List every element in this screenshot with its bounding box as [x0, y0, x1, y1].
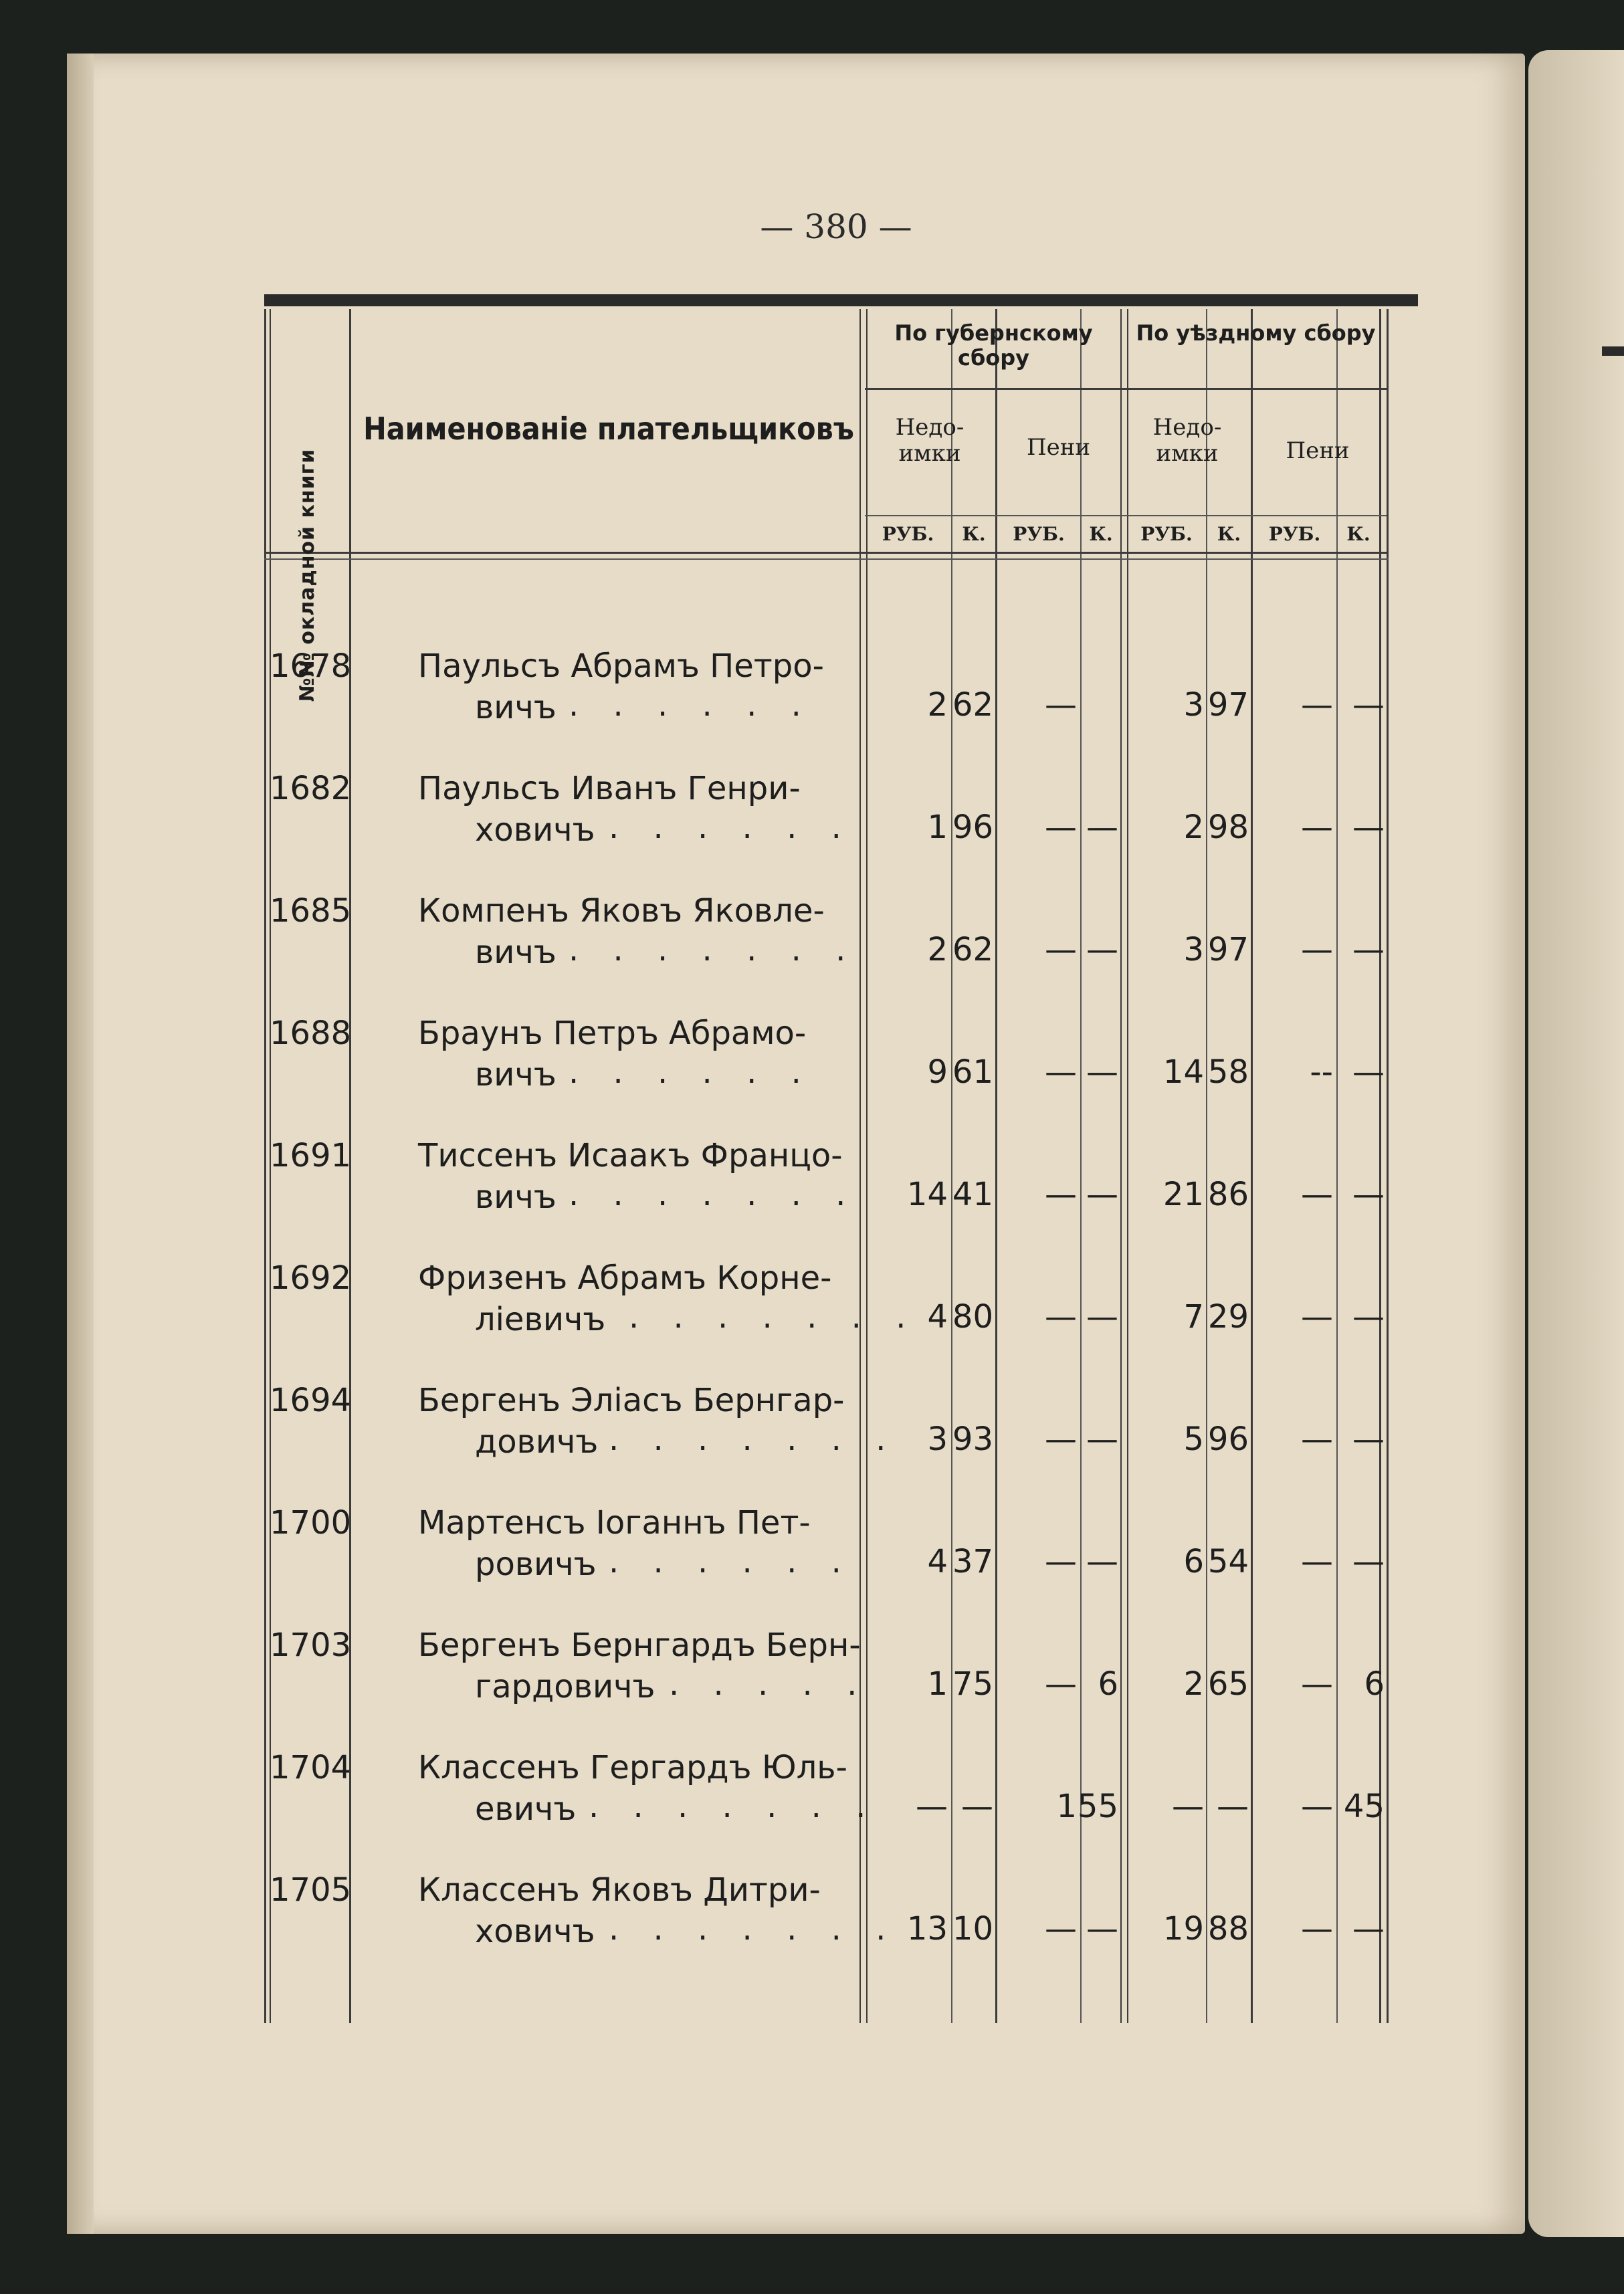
payer-name-line2: ровичъ [475, 1546, 597, 1583]
uezd-nedoimki-rub: 5 [1183, 1421, 1204, 1458]
book-number: 1694 [270, 1382, 352, 1419]
payer-name-line1: Бергенъ Эліасъ Бернгар- [418, 1382, 845, 1419]
payer-name-line2: вичъ [475, 1056, 556, 1093]
uezd-nedoimki-rub: 14 [1162, 1053, 1204, 1091]
leader-dots: . . . . . . . [569, 1176, 858, 1213]
uezd-nedoimki-kop: 58 [1207, 1053, 1249, 1091]
gub-peni-rub: — [1045, 1665, 1077, 1703]
book-number: 1688 [270, 1015, 352, 1052]
payer-name-line1: Классенъ Гергардъ Юль- [418, 1749, 847, 1786]
gub-peni-rub: — [1045, 686, 1077, 724]
page-number: — 380 — [760, 207, 912, 246]
uezd-nedoimki-kop: 65 [1207, 1665, 1249, 1703]
gub-peni-rub: — [1045, 1421, 1077, 1458]
table-row [264, 1376, 1418, 1499]
gub-peni-kop: — [1086, 931, 1118, 968]
uezd-peni-rub: — [1301, 1910, 1333, 1948]
table-row [264, 887, 1418, 1010]
gub-nedoimki-rub: 2 [927, 931, 948, 968]
payer-name-line2: гардовичъ [475, 1668, 655, 1705]
leader-dots: . . . . . . [609, 809, 853, 846]
leader-dots: . . . . . . . [609, 1421, 898, 1458]
leader-dots: . . . . . . . [609, 1910, 898, 1948]
uezd-nedoimki-rub: — [1172, 1788, 1204, 1825]
payer-name-line2: ховичъ [475, 811, 595, 849]
gub-nedoimki-rub: 3 [927, 1421, 948, 1458]
facing-page-edge [1528, 50, 1624, 2237]
gub-nedoimki-kop: 96 [952, 809, 993, 846]
uezd-peni-kop: — [1352, 1910, 1385, 1948]
header-uezd-nedoimki: Недо- имки [1152, 414, 1222, 467]
uezd-peni-kop: — [1352, 809, 1385, 846]
table-row [264, 1132, 1418, 1255]
gub-nedoimki-rub: 2 [927, 686, 948, 724]
gub-nedoimki-kop: 62 [952, 686, 993, 724]
payers-table [264, 294, 1418, 2023]
book-number: 1678 [270, 647, 352, 685]
uezd-nedoimki-rub: 6 [1183, 1543, 1204, 1580]
leader-dots: . . . . . . . [629, 1298, 918, 1336]
gub-peni-kop: — [1086, 1053, 1118, 1091]
gub-nedoimki-rub: 4 [927, 1543, 948, 1580]
book-number: 1703 [270, 1627, 352, 1664]
gub-nedoimki-kop: 80 [952, 1298, 993, 1336]
gub-peni-rub: — [1045, 1543, 1077, 1580]
gub-nedoimki-rub: — [916, 1788, 948, 1825]
leader-dots: . . . . . . . [569, 931, 858, 968]
uezd-peni-kop: 6 [1364, 1665, 1385, 1703]
gub-nedoimki-kop: 61 [952, 1053, 993, 1091]
table-row [264, 1621, 1418, 1744]
payer-name-line1: Паульсъ Абрамъ Петро- [418, 647, 824, 685]
leader-dots: . . . . . [669, 1665, 870, 1703]
payer-name-line1: Тиссенъ Исаакъ Францо- [418, 1137, 843, 1174]
header-uezd-peni: Пени [1286, 437, 1350, 464]
payer-name-line2: ліевичъ [475, 1301, 606, 1338]
gub-nedoimki-kop: 41 [952, 1176, 993, 1213]
gub-peni-rub: — [1045, 931, 1077, 968]
uezd-peni-rub: — [1301, 931, 1333, 968]
gub-nedoimki-rub: 1 [927, 1665, 948, 1703]
uezd-nedoimki-kop: 29 [1207, 1298, 1249, 1336]
uezd-nedoimki-rub: 3 [1183, 686, 1204, 724]
header-payer-name: Наименованіе плательщиковъ [363, 411, 854, 447]
payer-name-line2: евичъ [475, 1790, 577, 1828]
book-number: 1691 [270, 1137, 352, 1174]
payer-name-line2: вичъ [475, 689, 556, 726]
uezd-peni-rub: — [1301, 1543, 1333, 1580]
payer-name-line1: Бергенъ Бернгардъ Берн- [418, 1627, 861, 1664]
gub-peni-kop: — [1086, 1176, 1118, 1213]
table-row [264, 1866, 1418, 1989]
page-edge [67, 54, 94, 2234]
payer-name-line2: вичъ [475, 1178, 556, 1216]
gub-peni-kop: — [1086, 1543, 1118, 1580]
uezd-peni-rub: -- [1310, 1053, 1333, 1091]
book-number: 1692 [270, 1259, 352, 1297]
gub-peni-rub: — [1045, 1053, 1077, 1091]
header-unit-kop: К. [1217, 523, 1241, 545]
gub-peni-rub: — [1045, 809, 1077, 846]
payer-name-line2: ховичъ [475, 1913, 595, 1950]
payer-name-line1: Классенъ Яковъ Дитри- [418, 1871, 821, 1909]
payer-name-line1: Паульсъ Иванъ Генри- [418, 770, 801, 807]
header-uezd-group: По уѣздному сбору [1136, 320, 1376, 346]
uezd-nedoimki-kop: 97 [1207, 931, 1249, 968]
gub-nedoimki-kop: 37 [952, 1543, 993, 1580]
header-unit-kop: К. [962, 523, 986, 545]
uezd-nedoimki-kop: 97 [1207, 686, 1249, 724]
uezd-peni-rub: — [1301, 686, 1333, 724]
gub-nedoimki-kop: 10 [952, 1910, 993, 1948]
header-rule [865, 515, 1387, 516]
gub-nedoimki-kop: 75 [952, 1665, 993, 1703]
uezd-peni-kop: — [1352, 1053, 1385, 1091]
uezd-nedoimki-rub: 19 [1162, 1910, 1204, 1948]
gub-peni-kop: — [1086, 1298, 1118, 1336]
header-book-number: №№ окладной книги [295, 448, 319, 702]
payer-name-line1: Мартенсъ Іоганнъ Пет- [418, 1504, 811, 1542]
header-bottom-rule [264, 558, 1389, 560]
table-row [264, 1744, 1418, 1867]
header-gub-nedoimki: Недо- имки [895, 414, 965, 467]
gub-peni-rub: — [1045, 1298, 1077, 1336]
gub-peni-rub: 1 [1056, 1788, 1077, 1825]
header-unit-kop: К. [1346, 523, 1371, 545]
gub-peni-rub: — [1045, 1176, 1077, 1213]
book-number: 1700 [270, 1504, 352, 1542]
table-row [264, 1254, 1418, 1377]
header-gub-peni: Пени [1026, 434, 1091, 461]
uezd-peni-kop: — [1352, 1543, 1385, 1580]
uezd-peni-rub: — [1301, 809, 1333, 846]
header-unit-rub: РУБ. [1140, 523, 1193, 545]
leader-dots: . . . . . . [569, 686, 813, 724]
payer-name-line2: вичъ [475, 934, 556, 971]
gub-nedoimki-kop: 62 [952, 931, 993, 968]
uezd-nedoimki-rub: 2 [1183, 1665, 1204, 1703]
uezd-peni-kop: — [1352, 686, 1385, 724]
uezd-peni-rub: — [1301, 1665, 1333, 1703]
uezd-peni-kop: — [1352, 1298, 1385, 1336]
uezd-peni-kop: — [1352, 931, 1385, 968]
table-row [264, 764, 1418, 888]
uezd-peni-rub: — [1301, 1298, 1333, 1336]
header-unit-kop: К. [1089, 523, 1113, 545]
gub-nedoimki-rub: 9 [927, 1053, 948, 1091]
uezd-nedoimki-kop: 54 [1207, 1543, 1249, 1580]
leader-dots: . . . . . . . [589, 1788, 878, 1825]
uezd-nedoimki-rub: 21 [1162, 1176, 1204, 1213]
uezd-nedoimki-rub: 7 [1183, 1298, 1204, 1336]
header-gub-group: По губернскому сбору [894, 320, 1093, 371]
gub-peni-kop: 55 [1077, 1788, 1118, 1825]
uezd-peni-rub: — [1301, 1788, 1333, 1825]
gub-peni-kop: — [1086, 1421, 1118, 1458]
uezd-nedoimki-kop: 88 [1207, 1910, 1249, 1948]
uezd-peni-kop: — [1352, 1176, 1385, 1213]
gub-nedoimki-rub: 13 [906, 1910, 948, 1948]
gub-peni-kop: — [1086, 1910, 1118, 1948]
gub-nedoimki-rub: 14 [906, 1176, 948, 1213]
header-unit-rub: РУБ. [1013, 523, 1065, 545]
uezd-nedoimki-rub: 2 [1183, 809, 1204, 846]
gub-nedoimki-rub: 4 [927, 1298, 948, 1336]
leader-dots: . . . . . . [569, 1053, 813, 1091]
book-number: 1704 [270, 1749, 352, 1786]
gub-peni-kop: 6 [1098, 1665, 1118, 1703]
book-number: 1682 [270, 770, 352, 807]
payer-name-line1: Компенъ Яковъ Яковле- [418, 892, 825, 930]
table-row [264, 1009, 1418, 1132]
header-unit-rub: РУБ. [1268, 523, 1321, 545]
book-number: 1705 [270, 1871, 352, 1909]
gub-peni-kop: — [1086, 809, 1118, 846]
facing-page-rule [1602, 346, 1624, 356]
uezd-nedoimki-rub: 3 [1183, 931, 1204, 968]
uezd-nedoimki-kop: 96 [1207, 1421, 1249, 1458]
table-row [264, 1499, 1418, 1622]
payer-name-line1: Браунъ Петръ Абрамо- [418, 1015, 807, 1052]
payer-name-line1: Фризенъ Абрамъ Корне- [418, 1259, 832, 1297]
leader-dots: . . . . . . [609, 1543, 853, 1580]
gub-peni-rub: — [1045, 1910, 1077, 1948]
table-top-rule [264, 294, 1418, 306]
table-row [264, 642, 1418, 765]
book-number: 1685 [270, 892, 352, 930]
gub-nedoimki-kop: 93 [952, 1421, 993, 1458]
header-rule [865, 388, 1387, 390]
payer-name-line2: довичъ [475, 1423, 599, 1461]
header-bottom-rule [264, 552, 1389, 554]
gub-nedoimki-kop: — [961, 1788, 993, 1825]
uezd-peni-rub: — [1301, 1421, 1333, 1458]
header-unit-rub: РУБ. [882, 523, 934, 545]
uezd-peni-kop: 45 [1343, 1788, 1385, 1825]
uezd-nedoimki-kop: 86 [1207, 1176, 1249, 1213]
gub-nedoimki-rub: 1 [927, 809, 948, 846]
uezd-peni-rub: — [1301, 1176, 1333, 1213]
uezd-nedoimki-kop: 98 [1207, 809, 1249, 846]
uezd-peni-kop: — [1352, 1421, 1385, 1458]
uezd-nedoimki-kop: — [1217, 1788, 1249, 1825]
